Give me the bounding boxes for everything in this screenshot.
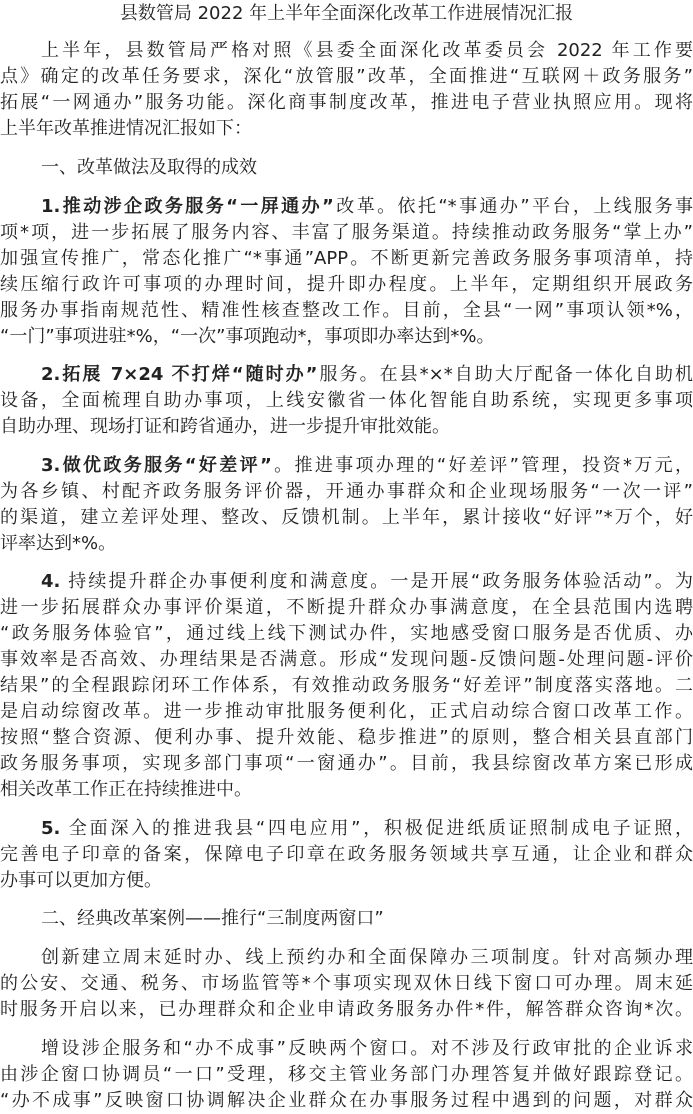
text-line: 增设涉企服务和“办不成事”反映两个窗口。对不涉及行政审批的企业诉求	[41, 1038, 693, 1059]
item-lead: 5.	[41, 818, 61, 839]
text-line: 由涉企窗口协调员“一口”受理，移交主管业务部门办理答复并做好跟踪登记。	[0, 1064, 693, 1085]
text-line: 相关改革工作正在持续推进中。	[0, 779, 252, 800]
text-line: “一门”事项进驻*%，“一次”事项跑动*，事项即办率达到*%。	[0, 326, 495, 347]
item-paragraph-5	[0, 816, 693, 894]
intro-paragraph	[0, 38, 693, 142]
section-heading-2	[0, 906, 693, 932]
text-line: 上半年，县数管局严格对照《县委全面深化改革委员会 2022 年工作要	[41, 40, 693, 61]
text-line: 时服务开启以来，已办理群众和企业申请政务服务办件*件，解答群众咨询*次。	[0, 999, 693, 1020]
text-line: 5. 全面深入的推进我县“四电应用”，积极促进纸质证照制成电子证照，	[41, 818, 693, 839]
text-line: 为各乡镇、村配齐政务服务评价器，开通办事群众和企业现场服务“一次一评”	[0, 481, 693, 502]
case-paragraph-1	[0, 945, 693, 1023]
item-lead: 4.	[41, 571, 61, 592]
text-line: 服务办事指南规范性、精准性核查整改工作。目前，全县“一网”事项认领*%，	[0, 300, 693, 321]
text-line: 的渠道，建立差评处理、整改、反馈机制。上半年，累计接收“好评”*万个，好	[0, 507, 693, 528]
text-line: 设备，全面梳理自助办事项，上线安徽省一体化智能自助系统，实现更多事项	[0, 390, 693, 411]
text-line: 创新建立周末延时办、线上预约办和全面保障办三项制度。针对高频办理	[41, 947, 693, 968]
text-line: 拓展“一网通办”服务功能。深化商事制度改革，推进电子营业执照应用。现将	[0, 92, 693, 113]
text-line: 自助办理、现场打证和跨省通办，进一步提升审批效能。	[0, 416, 450, 437]
text-line: 进一步拓展群众办事评价渠道，不断提升群众办事满意度，在全县范围内选聘	[0, 597, 693, 618]
text-line: 办事可以更加方便。	[0, 870, 162, 891]
item-lead: 2.拓展 7×24 不打烊“随时办”	[41, 364, 318, 385]
text-line: “政务服务体验官”，通过线上线下测试办件，实地感受窗口服务是否优质、办	[0, 623, 693, 644]
text-line: 续压缩行政许可事项的办理时间，提升即办程度。上半年，定期组织开展政务	[0, 274, 693, 295]
document-title: 县数管局 2022 年上半年全面深化改革工作进展情况汇报	[119, 3, 574, 24]
section-heading-text: 一、改革做法及取得的成效	[41, 157, 257, 178]
text-line: 结果”的全程跟踪闭环工作体系，有效推动政务服务“好差评”制度落实落地。二	[0, 675, 693, 696]
text-line: 3.做优政务服务“好差评”。推进事项办理的“好差评”管理，投资*万元，	[41, 455, 693, 476]
text-line: 政务服务事项，实现多部门事项“一窗通办”。目前，我县综窗改革方案已形成	[0, 753, 693, 774]
text-line: 项*项，进一步拓展了服务内容、丰富了服务渠道。持续推动政务服务“掌上办”	[0, 222, 693, 243]
text-line: 点》确定的改革任务要求，深化“放管服”改革，全面推进“互联网＋政务服务”	[0, 66, 693, 87]
text-line: 是启动综窗改革。进一步推动审批服务便利化，正式启动综合窗口改革工作。	[0, 701, 693, 722]
text-line: 评率达到*%。	[0, 533, 117, 554]
text-line: 上半年改革推进情况汇报如下：	[0, 118, 252, 139]
item-lead: 3.做优政务服务“好差评”	[41, 455, 272, 476]
section-heading-text: 二、经典改革案例——推行“三制度两窗口”	[41, 908, 384, 929]
text-line: “办不成事”反映窗口协调解决企业群众在办事服务过程中遇到的问题，对群众	[0, 1090, 693, 1111]
text-line: 加强宣传推广，常态化推广“*事通”APP。不断更新完善政务服务事项清单，持	[0, 248, 693, 269]
item-paragraph-4	[0, 569, 693, 803]
case-paragraph-2	[0, 1036, 693, 1114]
text-line: 的公安、交通、税务、市场监管等*个事项实现双休日线下窗口可办理。周末延	[0, 973, 693, 994]
item-lead: 1.推动涉企政务服务“一屏通办”	[41, 196, 334, 217]
item-paragraph-2	[0, 362, 693, 440]
item-paragraph-3	[0, 453, 693, 557]
item-paragraph-1	[0, 194, 693, 350]
text-line: 按照“整合资源、便利办事、提升效能、稳步推进”的原则，整合相关县直部门	[0, 727, 693, 748]
text-line: 4. 持续提升群企办事便利度和满意度。一是开展“政务服务体验活动”。为	[41, 571, 693, 592]
text-line: 完善电子印章的备案，保障电子印章在政务服务领域共享互通，让企业和群众	[0, 844, 693, 865]
section-heading-1	[0, 155, 693, 181]
text-line: 事效率是否高效、办理结果是否满意。形成“发现问题-反馈问题-处理问题-评价	[0, 649, 693, 670]
text-line: 1.推动涉企政务服务“一屏通办”改革。依托“*事通办”平台，上线服务事	[41, 196, 693, 217]
text-line: 2.拓展 7×24 不打烊“随时办”服务。在县*×*自助大厅配备一体化自助机	[41, 364, 693, 385]
